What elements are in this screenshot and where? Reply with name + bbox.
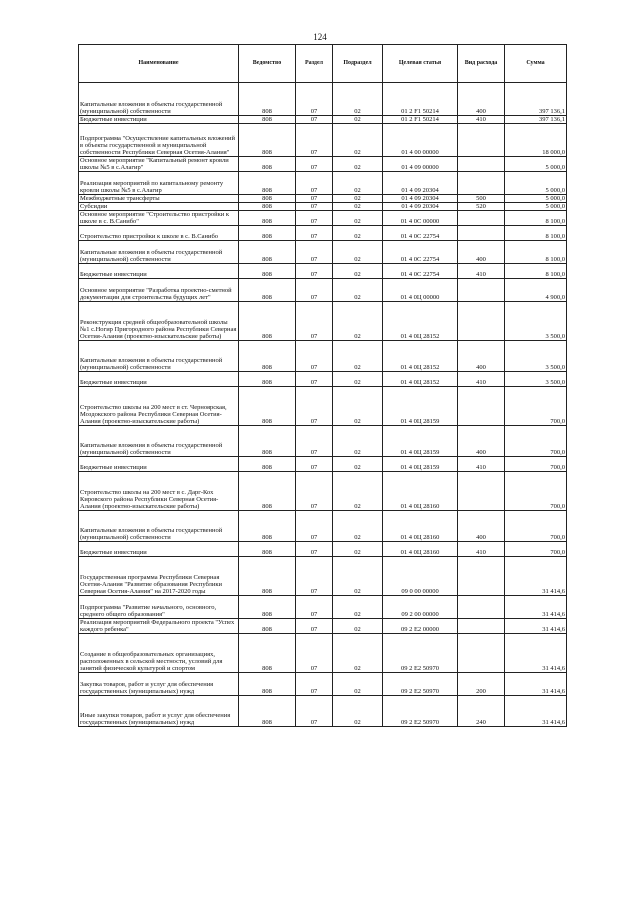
cell-amount: 31 414,6 <box>505 596 567 619</box>
cell-department: 808 <box>239 83 296 116</box>
cell-section: 07 <box>296 211 333 226</box>
cell-subsection: 02 <box>333 426 383 457</box>
table-row <box>79 673 567 696</box>
cell-section: 07 <box>296 157 333 172</box>
cell-name: Бюджетные инвестиции <box>79 542 239 557</box>
cell-section: 07 <box>296 241 333 264</box>
cell-department: 808 <box>239 279 296 302</box>
cell-amount: 31 414,6 <box>505 673 567 696</box>
cell-name: Бюджетные инвестиции <box>79 264 239 279</box>
cell-subsection: 02 <box>333 203 383 211</box>
cell-department: 808 <box>239 302 296 341</box>
cell-amount: 8 100,0 <box>505 226 567 241</box>
cell-name: Создание в общеобразовательных организациях, расположенных в сельской местности, условий для занятий физической культурой и спортом <box>79 634 239 673</box>
cell-target-article: 01 4 0С 22754 <box>383 241 458 264</box>
cell-section: 07 <box>296 83 333 116</box>
cell-amount: 5 000,0 <box>505 157 567 172</box>
cell-name: Капитальные вложения в объекты государственной (муниципальной) собственности <box>79 83 239 116</box>
cell-expense-type <box>458 619 505 634</box>
cell-amount: 3 500,0 <box>505 372 567 387</box>
cell-name: Капитальные вложения в объекты государственной (муниципальной) собственности <box>79 341 239 372</box>
cell-department: 808 <box>239 634 296 673</box>
cell-expense-type <box>458 279 505 302</box>
cell-target-article: 01 4 0Ц 28160 <box>383 472 458 511</box>
cell-section: 07 <box>296 302 333 341</box>
cell-amount: 8 100,0 <box>505 211 567 226</box>
cell-subsection: 02 <box>333 241 383 264</box>
table-row <box>79 124 567 157</box>
column-header-expense-type: Вид расхода <box>458 45 505 83</box>
cell-expense-type: 410 <box>458 372 505 387</box>
cell-section: 07 <box>296 426 333 457</box>
cell-amount: 5 000,0 <box>505 203 567 211</box>
cell-subsection: 02 <box>333 387 383 426</box>
table-row <box>79 116 567 124</box>
cell-subsection: 02 <box>333 302 383 341</box>
cell-target-article: 01 4 0Ц 28152 <box>383 341 458 372</box>
cell-expense-type: 410 <box>458 542 505 557</box>
cell-name: Субсидии <box>79 203 239 211</box>
cell-department: 808 <box>239 241 296 264</box>
cell-section: 07 <box>296 341 333 372</box>
cell-department: 808 <box>239 116 296 124</box>
cell-section: 07 <box>296 511 333 542</box>
cell-amount: 18 000,0 <box>505 124 567 157</box>
cell-section: 07 <box>296 195 333 203</box>
table-row <box>79 172 567 195</box>
cell-amount: 397 136,1 <box>505 116 567 124</box>
cell-target-article: 01 4 0С 00000 <box>383 211 458 226</box>
cell-name: Капитальные вложения в объекты государственной (муниципальной) собственности <box>79 511 239 542</box>
table-row <box>79 203 567 211</box>
column-header-target-article: Целевая статья <box>383 45 458 83</box>
cell-expense-type: 520 <box>458 203 505 211</box>
cell-department: 808 <box>239 511 296 542</box>
cell-department: 808 <box>239 426 296 457</box>
cell-department: 808 <box>239 195 296 203</box>
table-row <box>79 426 567 457</box>
table-row <box>79 279 567 302</box>
cell-expense-type: 400 <box>458 426 505 457</box>
cell-department: 808 <box>239 264 296 279</box>
cell-department: 808 <box>239 596 296 619</box>
cell-amount: 700,0 <box>505 457 567 472</box>
cell-expense-type <box>458 157 505 172</box>
cell-department: 808 <box>239 673 296 696</box>
cell-subsection: 02 <box>333 596 383 619</box>
cell-subsection: 02 <box>333 211 383 226</box>
cell-target-article: 01 2 F1 50214 <box>383 116 458 124</box>
cell-expense-type <box>458 387 505 426</box>
table-row <box>79 372 567 387</box>
cell-section: 07 <box>296 203 333 211</box>
cell-section: 07 <box>296 172 333 195</box>
cell-section: 07 <box>296 457 333 472</box>
cell-section: 07 <box>296 673 333 696</box>
cell-amount: 31 414,6 <box>505 696 567 727</box>
cell-subsection: 02 <box>333 195 383 203</box>
cell-name: Реализация мероприятий по капитальному ремонту кровли школы №5 в с.Алагир <box>79 172 239 195</box>
cell-expense-type: 240 <box>458 696 505 727</box>
cell-name: Подпрограмма "Развитие начального, основного, среднего общего образования" <box>79 596 239 619</box>
cell-target-article: 09 2 E2 00000 <box>383 619 458 634</box>
cell-subsection: 02 <box>333 511 383 542</box>
cell-subsection: 02 <box>333 264 383 279</box>
cell-name: Строительство пристройки к школе в с. В.Санибо <box>79 226 239 241</box>
cell-amount: 5 000,0 <box>505 172 567 195</box>
cell-name: Основное мероприятие "Капитальный ремонт кровли школы №5 в с.Алагир" <box>79 157 239 172</box>
cell-name: Основное мероприятие "Разработка проектно-сметной документации для строительства будущих лет" <box>79 279 239 302</box>
cell-expense-type: 400 <box>458 83 505 116</box>
cell-subsection: 02 <box>333 372 383 387</box>
cell-department: 808 <box>239 696 296 727</box>
cell-subsection: 02 <box>333 457 383 472</box>
cell-expense-type <box>458 302 505 341</box>
cell-subsection: 02 <box>333 116 383 124</box>
cell-subsection: 02 <box>333 157 383 172</box>
cell-expense-type <box>458 124 505 157</box>
cell-target-article: 01 4 0Ц 00000 <box>383 279 458 302</box>
cell-target-article: 09 2 E2 50970 <box>383 634 458 673</box>
cell-subsection: 02 <box>333 341 383 372</box>
cell-target-article: 01 4 09 00000 <box>383 157 458 172</box>
table-row <box>79 634 567 673</box>
cell-expense-type: 400 <box>458 511 505 542</box>
cell-subsection: 02 <box>333 696 383 727</box>
table-row <box>79 457 567 472</box>
cell-expense-type <box>458 634 505 673</box>
cell-expense-type: 400 <box>458 341 505 372</box>
cell-section: 07 <box>296 387 333 426</box>
cell-target-article: 01 4 0Ц 28159 <box>383 426 458 457</box>
table-row <box>79 511 567 542</box>
cell-department: 808 <box>239 172 296 195</box>
cell-target-article: 01 4 0Ц 28160 <box>383 542 458 557</box>
cell-amount: 700,0 <box>505 472 567 511</box>
cell-amount: 4 900,0 <box>505 279 567 302</box>
cell-amount: 31 414,6 <box>505 619 567 634</box>
cell-expense-type: 410 <box>458 116 505 124</box>
cell-department: 808 <box>239 124 296 157</box>
cell-department: 808 <box>239 157 296 172</box>
cell-subsection: 02 <box>333 83 383 116</box>
cell-department: 808 <box>239 226 296 241</box>
cell-name: Бюджетные инвестиции <box>79 457 239 472</box>
cell-section: 07 <box>296 279 333 302</box>
cell-target-article: 01 4 00 00000 <box>383 124 458 157</box>
cell-target-article: 01 4 09 20304 <box>383 172 458 195</box>
cell-target-article: 01 4 0С 22754 <box>383 226 458 241</box>
cell-expense-type: 410 <box>458 457 505 472</box>
cell-expense-type <box>458 557 505 596</box>
table-row <box>79 264 567 279</box>
cell-name: Закупка товаров, работ и услуг для обеспечения государственных (муниципальных) нужд <box>79 673 239 696</box>
cell-name: Межбюджетные трансферты <box>79 195 239 203</box>
cell-expense-type <box>458 472 505 511</box>
cell-amount: 700,0 <box>505 426 567 457</box>
cell-department: 808 <box>239 211 296 226</box>
column-header-amount: Сумма <box>505 45 567 83</box>
cell-target-article: 01 4 0Ц 28160 <box>383 511 458 542</box>
cell-subsection: 02 <box>333 226 383 241</box>
table-row <box>79 226 567 241</box>
cell-subsection: 02 <box>333 634 383 673</box>
cell-name: Бюджетные инвестиции <box>79 116 239 124</box>
cell-expense-type <box>458 226 505 241</box>
cell-section: 07 <box>296 472 333 511</box>
cell-amount: 5 000,0 <box>505 195 567 203</box>
cell-target-article: 01 4 0Ц 28152 <box>383 372 458 387</box>
column-header-section: Раздел <box>296 45 333 83</box>
cell-department: 808 <box>239 457 296 472</box>
cell-subsection: 02 <box>333 172 383 195</box>
table-header-row <box>79 45 567 83</box>
cell-name: Основное мероприятие "Строительство пристройки к школе в с. В.Санибо" <box>79 211 239 226</box>
cell-target-article: 09 0 00 00000 <box>383 557 458 596</box>
table-row <box>79 157 567 172</box>
cell-name: Строительство школы на 200 мест в с. Дарг-Кох Кировского района Республики Северная Осетия-Алания (проектно-изыскательские работы) <box>79 472 239 511</box>
budget-table <box>78 44 567 727</box>
cell-target-article: 01 4 09 20304 <box>383 203 458 211</box>
cell-department: 808 <box>239 341 296 372</box>
cell-subsection: 02 <box>333 279 383 302</box>
cell-department: 808 <box>239 203 296 211</box>
cell-section: 07 <box>296 372 333 387</box>
table-row <box>79 596 567 619</box>
table-row <box>79 341 567 372</box>
cell-name: Капитальные вложения в объекты государственной (муниципальной) собственности <box>79 241 239 264</box>
cell-target-article: 01 2 F1 50214 <box>383 83 458 116</box>
cell-name: Реализация мероприятий Федерального проекта "Успех каждого ребенка" <box>79 619 239 634</box>
cell-subsection: 02 <box>333 557 383 596</box>
cell-department: 808 <box>239 372 296 387</box>
cell-subsection: 02 <box>333 124 383 157</box>
table-row <box>79 195 567 203</box>
cell-expense-type: 200 <box>458 673 505 696</box>
cell-department: 808 <box>239 387 296 426</box>
cell-name: Подпрограмма "Осуществление капитальных вложений в объекты государственной и муниципальной собственности Республики Северная Осетия-Алания" <box>79 124 239 157</box>
table-row <box>79 619 567 634</box>
column-header-name: Наименование <box>79 45 239 83</box>
cell-amount: 8 100,0 <box>505 241 567 264</box>
cell-amount: 700,0 <box>505 542 567 557</box>
cell-amount: 31 414,6 <box>505 634 567 673</box>
cell-target-article: 09 2 E2 50970 <box>383 696 458 727</box>
cell-expense-type: 500 <box>458 195 505 203</box>
cell-subsection: 02 <box>333 472 383 511</box>
cell-expense-type <box>458 172 505 195</box>
cell-amount: 31 414,6 <box>505 557 567 596</box>
cell-expense-type <box>458 211 505 226</box>
cell-department: 808 <box>239 542 296 557</box>
cell-section: 07 <box>296 226 333 241</box>
cell-target-article: 01 4 0Ц 28152 <box>383 302 458 341</box>
cell-name: Строительство школы на 200 мест в ст. Черноярская, Моздокского района Республики Северная Осетия-Алания (проектно-изыскательские работы) <box>79 387 239 426</box>
cell-target-article: 01 4 0Ц 28159 <box>383 457 458 472</box>
table-row <box>79 241 567 264</box>
cell-department: 808 <box>239 619 296 634</box>
cell-section: 07 <box>296 634 333 673</box>
column-header-department: Ведомство <box>239 45 296 83</box>
cell-expense-type <box>458 596 505 619</box>
cell-name: Капитальные вложения в объекты государственной (муниципальной) собственности <box>79 426 239 457</box>
cell-name: Государственная программа Республики Северная Осетия-Алания "Развитие образования Республики Северная Осетия-Алания" на 2017-2020 годы <box>79 557 239 596</box>
cell-section: 07 <box>296 696 333 727</box>
cell-amount: 8 100,0 <box>505 264 567 279</box>
cell-section: 07 <box>296 124 333 157</box>
cell-section: 07 <box>296 542 333 557</box>
cell-section: 07 <box>296 264 333 279</box>
cell-amount: 3 500,0 <box>505 302 567 341</box>
table-row <box>79 542 567 557</box>
table-row <box>79 696 567 727</box>
cell-subsection: 02 <box>333 673 383 696</box>
cell-section: 07 <box>296 596 333 619</box>
cell-subsection: 02 <box>333 619 383 634</box>
cell-amount: 397 136,1 <box>505 83 567 116</box>
table-row <box>79 557 567 596</box>
cell-section: 07 <box>296 557 333 596</box>
cell-name: Бюджетные инвестиции <box>79 372 239 387</box>
cell-name: Реконструкция средней общеобразовательной школы №1 с.Ногир Пригородного района Республики Северная Осетия-Алания (проектно-изыскательские работы) <box>79 302 239 341</box>
cell-expense-type: 410 <box>458 264 505 279</box>
table-row <box>79 302 567 341</box>
cell-target-article: 09 2 00 00000 <box>383 596 458 619</box>
cell-target-article: 01 4 09 20304 <box>383 195 458 203</box>
page-number: 124 <box>313 32 327 42</box>
table-row <box>79 83 567 116</box>
cell-department: 808 <box>239 557 296 596</box>
cell-amount: 3 500,0 <box>505 341 567 372</box>
table-body <box>79 83 567 727</box>
column-header-subsection: Подраздел <box>333 45 383 83</box>
cell-amount: 700,0 <box>505 511 567 542</box>
cell-target-article: 01 4 0С 22754 <box>383 264 458 279</box>
cell-section: 07 <box>296 619 333 634</box>
cell-department: 808 <box>239 472 296 511</box>
table-row <box>79 211 567 226</box>
cell-target-article: 01 4 0Ц 28159 <box>383 387 458 426</box>
cell-target-article: 09 2 E2 50970 <box>383 673 458 696</box>
cell-name: Иные закупки товаров, работ и услуг для обеспечения государственных (муниципальных) нужд <box>79 696 239 727</box>
table-row <box>79 387 567 426</box>
cell-amount: 700,0 <box>505 387 567 426</box>
table-row <box>79 472 567 511</box>
cell-section: 07 <box>296 116 333 124</box>
cell-subsection: 02 <box>333 542 383 557</box>
cell-expense-type: 400 <box>458 241 505 264</box>
